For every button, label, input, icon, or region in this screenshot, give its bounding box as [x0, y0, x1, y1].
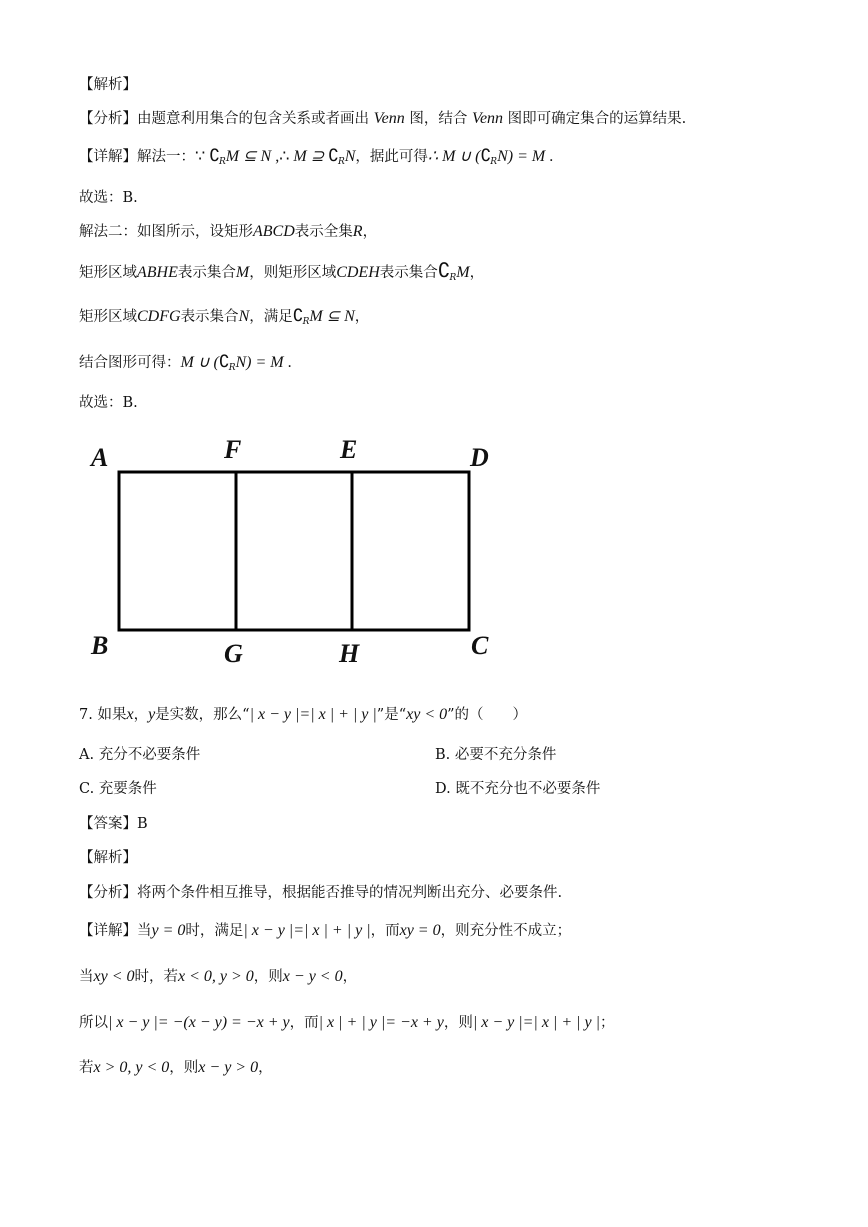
- math: R: [352, 223, 363, 240]
- analysis-header: 【解析】: [79, 850, 137, 866]
- option-b: B. 必要不充分条件: [435, 747, 557, 763]
- vertex-label-b: B: [91, 631, 109, 660]
- text: 表示全集: [294, 224, 353, 240]
- vertex-label-a: A: [91, 443, 109, 472]
- text: ”是“: [376, 707, 407, 723]
- option-a: A. 充分不必要条件: [79, 747, 201, 763]
- subscript: R: [219, 157, 226, 167]
- subscript: R: [337, 157, 345, 167]
- text: ，则矩形区域: [249, 265, 337, 281]
- subscript: R: [490, 157, 498, 167]
- math: x: [126, 706, 134, 723]
- text: 表示集合: [379, 265, 438, 281]
- question-number: 7.: [79, 707, 93, 723]
- text: 是实数，那么“: [155, 707, 250, 723]
- option-c: C. 充要条件: [79, 781, 157, 797]
- text: 时，满足: [185, 923, 244, 939]
- complement-symbol: ∁: [218, 352, 230, 371]
- text: ；: [600, 1015, 615, 1031]
- detail-line-1: [79, 921, 571, 941]
- venn-term: Venn: [373, 110, 405, 127]
- math: M: [456, 264, 470, 281]
- math: .: [545, 148, 554, 165]
- choice-line: 故选：B.: [79, 190, 138, 206]
- math: .: [283, 354, 292, 371]
- math: N: [344, 148, 356, 165]
- detail-line-4: [79, 1058, 273, 1078]
- math: y: [148, 706, 156, 723]
- outer-rectangle: [119, 472, 469, 630]
- text: 结合图形可得：: [79, 355, 181, 371]
- complement-symbol: ∁: [328, 146, 339, 165]
- math: N) = M: [497, 148, 546, 165]
- math: x − y > 0: [198, 1059, 259, 1076]
- subscript: R: [449, 273, 457, 283]
- math: ,∴: [271, 148, 294, 165]
- text: ，: [258, 1060, 273, 1076]
- text: 当: [79, 969, 94, 985]
- vertex-label-d: D: [470, 443, 489, 472]
- math: M ⊆ N: [225, 148, 272, 165]
- text: 【分析】由题意利用集合的包含关系或者画出: [79, 111, 369, 127]
- text: ”的（ ）: [447, 707, 528, 723]
- text: 图即可确定集合的运算结果.: [507, 111, 687, 127]
- text: 矩形区域: [79, 309, 137, 325]
- math: xy < 0: [93, 968, 135, 985]
- text: 表示集合: [180, 309, 239, 325]
- choice-line: 故选：B.: [79, 395, 138, 411]
- math: M ∪ (: [180, 354, 219, 371]
- vertex-label-g: G: [224, 639, 243, 668]
- math: ABHE: [137, 264, 178, 281]
- vertex-label-c: C: [471, 631, 489, 660]
- math: M ⊇: [293, 148, 329, 165]
- analysis-line: 【分析】将两个条件相互推导，根据能否推导的情况判断出充分、必要条件.: [79, 885, 563, 901]
- text: ，则充分性不成立；: [440, 923, 572, 939]
- math: ∴ M ∪ (: [427, 148, 481, 165]
- complement-symbol: ∁: [480, 146, 492, 165]
- math: N) = M: [235, 354, 284, 371]
- text: ，而: [370, 923, 400, 939]
- math: | x − y |= −(x − y) = −x + y: [108, 1014, 290, 1031]
- text: 矩形区域: [79, 265, 137, 281]
- detail-line-2: [79, 967, 357, 987]
- complement-symbol: ∁: [292, 306, 304, 325]
- text: 时，若: [134, 969, 178, 985]
- complement-symbol: ∁: [437, 260, 451, 282]
- text: ，而: [289, 1015, 319, 1031]
- math: ABCD: [253, 223, 295, 240]
- text: 所以: [79, 1015, 108, 1031]
- text: 若: [79, 1060, 94, 1076]
- text: ，: [342, 969, 358, 985]
- vertex-label-f: F: [224, 435, 242, 464]
- text: ，: [354, 309, 370, 325]
- text: 表示集合: [177, 265, 236, 281]
- math: | x − y |=| x | + | y |: [249, 706, 377, 723]
- math: xy = 0: [399, 922, 441, 939]
- math: ∵: [195, 148, 210, 165]
- text: ，则: [443, 1015, 473, 1031]
- math: x < 0, y > 0: [178, 968, 254, 985]
- math: M ⊆ N: [309, 308, 355, 325]
- text: 【详解】解法一：: [79, 149, 195, 165]
- text: ，满足: [249, 309, 293, 325]
- math: x > 0, y < 0: [93, 1059, 170, 1076]
- option-d: D. 既不充分也不必要条件: [435, 781, 601, 797]
- math: | x − y |=| x | + | y |: [243, 922, 371, 939]
- math: x − y < 0: [282, 968, 343, 985]
- math: | x − y |=| x | + | y |: [472, 1014, 601, 1031]
- answer-line: 【答案】B: [79, 816, 148, 832]
- math: M: [235, 264, 250, 281]
- math: y = 0: [151, 922, 186, 939]
- vertex-label-e: E: [340, 435, 358, 464]
- analysis-header: 【解析】: [79, 77, 137, 93]
- complement-symbol: ∁: [209, 146, 221, 165]
- question-7-stem: [79, 705, 527, 725]
- subscript: R: [228, 363, 236, 373]
- text: 如果: [97, 707, 127, 723]
- math: N: [238, 308, 250, 325]
- text: 【详解】当: [79, 923, 152, 939]
- text: ，: [362, 224, 378, 240]
- venn-term: Venn: [471, 110, 504, 127]
- math: CDEH: [336, 264, 380, 281]
- text: ，: [133, 707, 149, 723]
- text: ，: [469, 265, 485, 281]
- math: xy < 0: [406, 706, 448, 723]
- text: 解法二：如图所示，设矩形: [79, 224, 253, 240]
- detail-line-3: [79, 1013, 615, 1033]
- subscript: R: [302, 317, 310, 327]
- math: | x | + | y |= −x + y: [318, 1014, 444, 1031]
- vertex-label-h: H: [339, 639, 360, 668]
- text: ，则: [169, 1060, 199, 1076]
- text: ，则: [253, 969, 283, 985]
- math: CDFG: [137, 308, 181, 325]
- text: 图，结合: [409, 111, 468, 127]
- text: ，据此可得: [355, 149, 428, 165]
